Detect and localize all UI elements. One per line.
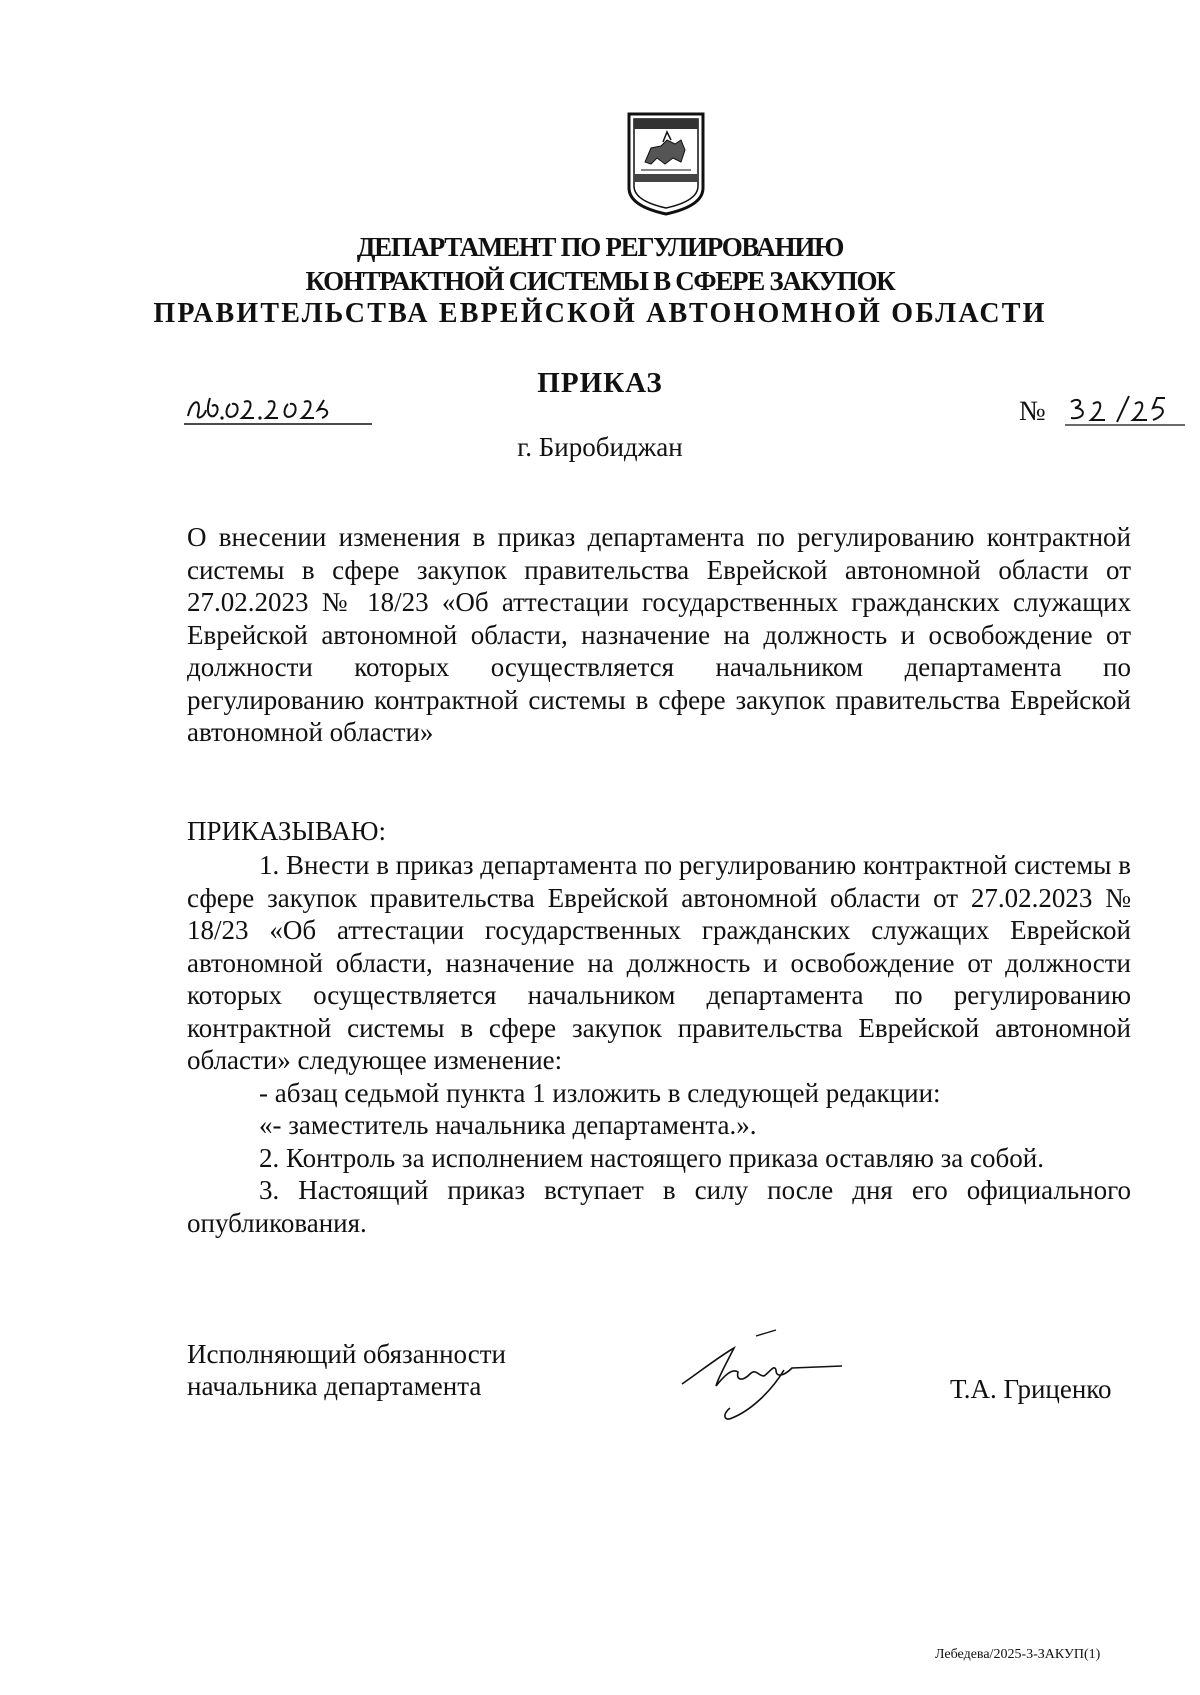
paragraph-1-new-text: «- заместитель начальника департамента.».	[259, 1110, 757, 1140]
subject-text: О внесении изменения в приказ департамента по регулированию контрактной системы в сфере закупок правительства Еврейской автономной области от 27.02.2023 № 18/23 «Об аттестации государственных гражданских служащих Еврейской автономной области, назначение на должность и освобождение от должности которых осуществляется начальником департамента по регулированию контрактной системы в сфере закупок правительства Еврейской автономной области»	[187, 522, 1131, 747]
paragraph-2: 2. Контроль за исполнением настоящего приказа оставляю за собой.	[259, 1142, 1044, 1173]
number-sign: №	[1019, 396, 1046, 427]
paragraph-1: 1. Внести в приказ департамента по регулированию контрактной системы в сфере закупок правительства Еврейской автономной области от 27.02.2023 № 18/23 «Об аттестации государственных гражданских служащих Еврейской автономной области, назначение на должность и освобождение от должности которых осуществляется начальником департамента по регулированию контрактной системы в сфере закупок правительства Еврейской автономной области» следующее изменение:	[187, 850, 1131, 1075]
document-footer-code: Лебедева/2025-3-ЗАКУП(1)	[935, 1647, 1101, 1662]
city: г. Биробиджан	[517, 432, 683, 462]
organization-line-1: ДЕПАРТАМЕНТ ПО РЕГУЛИРОВАНИЮ	[356, 232, 844, 262]
paragraph-3: 3. Настоящий приказ вступает в силу после дня его официального опубликования.	[187, 1175, 1131, 1238]
signatory-position-line-2: начальника департамента	[187, 1371, 482, 1401]
organization-line-3: ПРАВИТЕЛЬСТВА ЕВРЕЙСКОЙ АВТОНОМНОЙ ОБЛАСТИ	[153, 298, 1047, 329]
handwritten-signature	[672, 1320, 852, 1430]
date-field	[184, 388, 384, 428]
order-body	[187, 849, 1131, 1239]
signatory-position-line-1: Исполняющий обязанности	[187, 1339, 506, 1369]
order-subject	[187, 521, 1131, 749]
document-type-title: ПРИКАЗ	[537, 367, 663, 399]
order-verb: ПРИКАЗЫВАЮ:	[187, 816, 386, 846]
signatory-position	[187, 1338, 506, 1402]
organization-line-2: КОНТРАКТНОЙ СИСТЕМЫ В СФЕРЕ ЗАКУПОК	[305, 266, 895, 296]
paragraph-1-amendment: - абзац седьмой пункта 1 изложить в следующей редакции:	[259, 1077, 941, 1108]
handwritten-date	[184, 388, 384, 428]
handwritten-number	[1065, 388, 1195, 428]
coat-of-arms-icon	[623, 110, 709, 216]
signatory-name: Т.А. Гриценко	[950, 1374, 1112, 1404]
